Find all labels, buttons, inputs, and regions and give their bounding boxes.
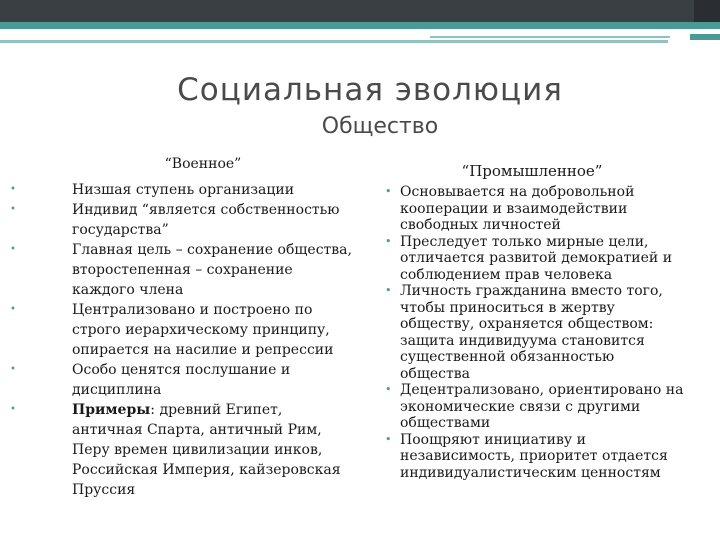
right-column-heading: “Промышленное” bbox=[461, 162, 603, 180]
bullet-icon: • bbox=[10, 244, 16, 255]
slide-title: Социальная эволюция bbox=[177, 72, 563, 108]
top-bar bbox=[0, 0, 720, 22]
bullet-icon: • bbox=[385, 234, 392, 248]
list-item bbox=[385, 382, 685, 432]
accent-rule bbox=[690, 34, 720, 40]
list-item-text: Централизовано и построено по строго иерархическому принципу, опирается на насилие и репрессии bbox=[72, 302, 334, 358]
bullet-icon: • bbox=[385, 383, 392, 396]
list-item-text: Личность гражданина вместо того, чтобы приноситься в жертву обществу, охраняется обществом: защита индивидуума становится существенной обязанностью общества bbox=[400, 283, 663, 382]
left-bullet-list bbox=[10, 180, 355, 500]
list-item-text: Поощряют инициативу и независимость, приоритет отдается индивидуалистическим ценностям bbox=[400, 431, 668, 481]
accent-rule bbox=[0, 40, 668, 43]
list-item bbox=[10, 300, 355, 360]
right-bullet-list bbox=[385, 184, 685, 481]
bullet-icon: • bbox=[385, 432, 392, 446]
bullet-icon: • bbox=[10, 364, 16, 375]
corner-block bbox=[694, 0, 720, 22]
list-item-text: Децентрализовано, ориентировано на экономические связи с другими обществами bbox=[400, 382, 684, 431]
bullet-icon: • bbox=[10, 304, 16, 315]
list-item bbox=[10, 360, 355, 400]
examples-label: Примеры bbox=[72, 402, 151, 418]
list-item bbox=[10, 400, 355, 500]
examples-text: : древний Египет, античная Спарта, античный Рим, Перу времен цивилизации инков, Российская Империя, кайзеровская Пруссия bbox=[72, 402, 341, 498]
bullet-icon: • bbox=[10, 184, 16, 195]
bullet-icon: • bbox=[10, 404, 16, 415]
list-item bbox=[385, 432, 685, 482]
list-item bbox=[10, 240, 355, 300]
list-item-text: Преследует только мирные цели, отличается развитой демократией и соблюдением прав человека bbox=[400, 233, 673, 283]
bullet-icon: • bbox=[385, 185, 392, 198]
list-item bbox=[385, 283, 685, 382]
accent-rule bbox=[430, 36, 670, 38]
list-item-text: Низшая ступень организации bbox=[72, 182, 295, 198]
list-item-text: Индивид “является собственностью государства” bbox=[72, 202, 340, 238]
list-item bbox=[385, 184, 685, 234]
list-item-text: Основывается на добровольной кооперации и взаимодействии свободных личностей bbox=[400, 184, 635, 233]
top-accent-stripe bbox=[0, 22, 720, 29]
left-column-heading: “Военное” bbox=[164, 156, 242, 172]
list-item bbox=[385, 234, 685, 284]
slide-subtitle: Общество bbox=[321, 114, 439, 139]
bullet-icon: • bbox=[10, 204, 16, 215]
bullet-icon: • bbox=[385, 284, 392, 297]
list-item-text: Особо ценятся послушание и дисциплина bbox=[72, 362, 291, 398]
list-item bbox=[10, 200, 355, 240]
list-item-text: Главная цель – сохранение общества, второстепенная – сохранение каждого члена bbox=[72, 242, 352, 298]
list-item bbox=[10, 180, 355, 200]
